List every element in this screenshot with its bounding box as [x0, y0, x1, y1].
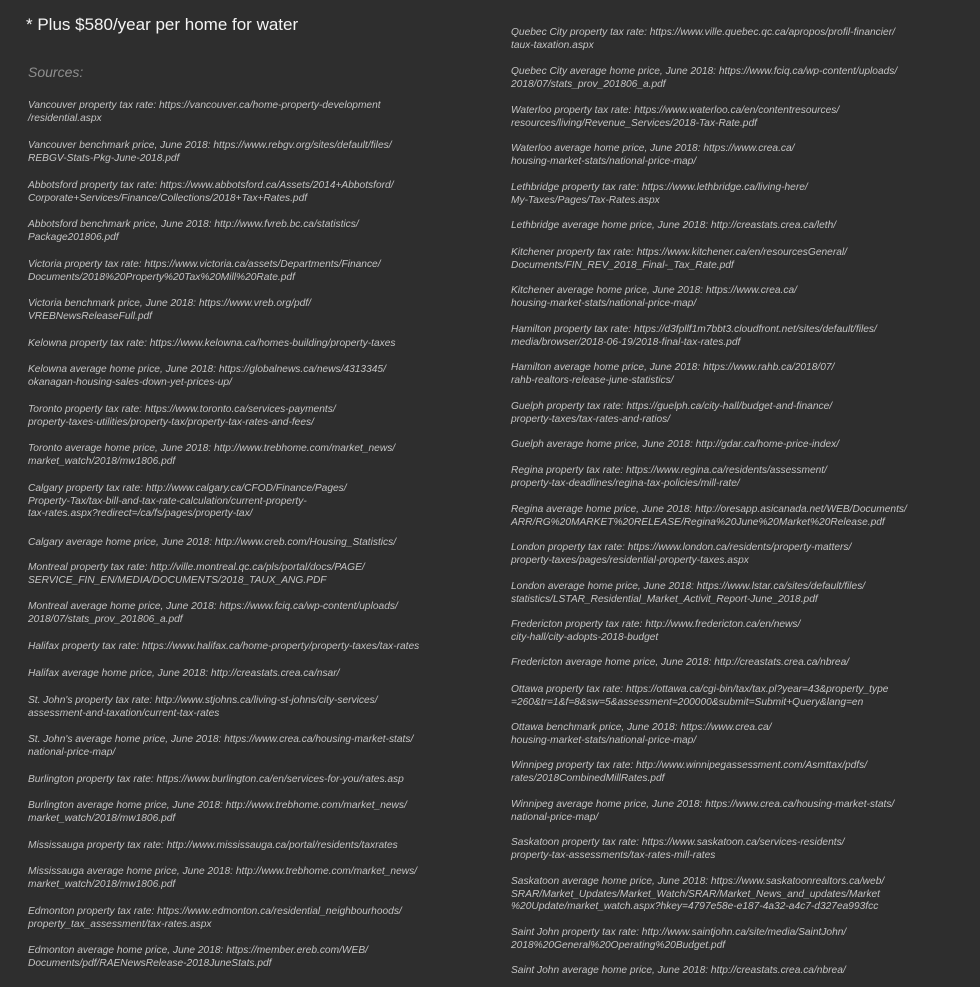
source-entry: Ottawa property tax rate: https://ottawa.ca/cgi-bin/tax/tax.pl?year=43&property_type =260&tr=1&f=8&sw=5&assessment=200000&submit=Submit+Query&lang=en — [511, 684, 889, 708]
source-entry: Burlington property tax rate: https://www.burlington.ca/en/services-for-you/rates.asp — [28, 774, 404, 785]
source-entry: Guelph property tax rate: https://guelph.ca/city-hall/budget-and-finance/ property-taxes/tax-rates-and-ratios/ — [511, 401, 833, 425]
source-entry: Quebec City average home price, June 2018: https://www.fciq.ca/wp-content/uploads/ 2018/07/stats_prov_201806_a.pdf — [511, 66, 898, 90]
source-entry: St. John's property tax rate: http://www.stjohns.ca/living-st-johns/city-services/ assessment-and-taxation/current-tax-rates — [28, 695, 378, 719]
source-entry: Kitchener property tax rate: https://www.kitchener.ca/en/resourcesGeneral/ Documents/FIN_REV_2018_Final-_Tax_Rate.pdf — [511, 247, 847, 271]
source-entry: Lethbridge average home price, June 2018: http://creastats.crea.ca/leth/ — [511, 220, 837, 231]
source-entry: Victoria property tax rate: https://www.victoria.ca/assets/Departments/Finance/ Documents/2018%20Property%20Tax%20Mill%20Rate.pdf — [28, 259, 381, 283]
source-entry: Saint John property tax rate: http://www.saintjohn.ca/site/media/SaintJohn/ 2018%20General%20Operating%20Budget.pdf — [511, 927, 847, 951]
source-entry: Toronto average home price, June 2018: http://www.trebhome.com/market_news/ market_watch/2018/mw1806.pdf — [28, 443, 396, 467]
source-entry: Regina average home price, June 2018: http://oresapp.asicanada.net/WEB/Documents/ ARR/RG%20MARKET%20RELEASE/Regina%20June%20Market%20Release.pdf — [511, 504, 907, 528]
headline: * Plus $580/year per home for water — [26, 15, 299, 34]
source-entry: Lethbridge property tax rate: https://www.lethbridge.ca/living-here/ My-Taxes/Pages/Tax-Rates.aspx — [511, 182, 808, 206]
source-entry: Mississauga property tax rate: http://www.mississauga.ca/portal/residents/taxrates — [28, 840, 398, 851]
source-entry: Waterloo property tax rate: https://www.waterloo.ca/en/contentresources/ resources/living/Revenue_Services/2018-Tax-Rate.pdf — [511, 105, 840, 129]
source-entry: London property tax rate: https://www.london.ca/residents/property-matters/ property-taxes/pages/residential-property-taxes.aspx — [511, 542, 852, 566]
source-entry: Regina property tax rate: https://www.regina.ca/residents/assessment/ property-tax-deadlines/regina-tax-policies/mill-rate/ — [511, 465, 827, 489]
source-entry: Winnipeg average home price, June 2018: https://www.crea.ca/housing-market-stats/ national-price-map/ — [511, 799, 895, 823]
source-entry: Hamilton property tax rate: https://d3fpllf1m7bbt3.cloudfront.net/sites/default/files/ media/browser/2018-06-19/2018-final-tax-rates.pdf — [511, 324, 877, 348]
source-entry: Edmonton property tax rate: https://www.edmonton.ca/residential_neighbourhoods/ property_tax_assessment/tax-rates.aspx — [28, 906, 402, 930]
source-entry: Mississauga average home price, June 2018: http://www.trebhome.com/market_news/ market_watch/2018/mw1806.pdf — [28, 866, 418, 890]
source-entry: Guelph average home price, June 2018: http://gdar.ca/home-price-index/ — [511, 439, 840, 450]
source-entry: Burlington average home price, June 2018: http://www.trebhome.com/market_news/ market_watch/2018/mw1806.pdf — [28, 800, 407, 824]
source-entry: Fredericton average home price, June 2018: http://creastats.crea.ca/nbrea/ — [511, 657, 850, 668]
source-entry: Toronto property tax rate: https://www.toronto.ca/services-payments/ property-taxes-utilities/property-tax/property-tax-rates-and-fees/ — [28, 404, 336, 428]
sources-heading: Sources: — [28, 64, 84, 80]
source-entry: Kelowna average home price, June 2018: https://globalnews.ca/news/4313345/ okanagan-housing-sales-down-yet-prices-up/ — [28, 364, 386, 388]
source-entry: Halifax average home price, June 2018: http://creastats.crea.ca/nsar/ — [28, 668, 340, 679]
source-entry: Ottawa benchmark price, June 2018: https://www.crea.ca/ housing-market-stats/national-price-map/ — [511, 722, 772, 746]
source-entry: Victoria benchmark price, June 2018: https://www.vreb.org/pdf/ VREBNewsReleaseFull.pdf — [28, 298, 311, 322]
source-entry: Winnipeg property tax rate: http://www.winnipegassessment.com/Asmttax/pdfs/ rates/2018CombinedMillRates.pdf — [511, 760, 868, 784]
source-entry: Fredericton property tax rate: http://www.fredericton.ca/en/news/ city-hall/city-adopts-2018-budget — [511, 619, 801, 643]
source-entry: Montreal property tax rate: http://ville.montreal.qc.ca/pls/portal/docs/PAGE/ SERVICE_FIN_EN/MEDIA/DOCUMENTS/2018_TAUX_ANG.PDF — [28, 562, 365, 586]
source-entry: Quebec City property tax rate: https://www.ville.quebec.qc.ca/apropos/profil-financier/ taux-taxation.aspx — [511, 27, 895, 51]
source-entry: Calgary average home price, June 2018: http://www.creb.com/Housing_Statistics/ — [28, 537, 397, 548]
source-entry: Montreal average home price, June 2018: https://www.fciq.ca/wp-content/uploads/ 2018/07/stats_prov_201806_a.pdf — [28, 601, 398, 625]
source-entry: Kitchener average home price, June 2018: https://www.crea.ca/ housing-market-stats/national-price-map/ — [511, 285, 797, 309]
source-entry: Edmonton average home price, June 2018: https://member.ereb.com/WEB/ Documents/pdf/RAENewsRelease-2018JuneStats.pdf — [28, 945, 368, 969]
source-entry: Waterloo average home price, June 2018: https://www.crea.ca/ housing-market-stats/national-price-map/ — [511, 143, 795, 167]
source-entry: Abbotsford benchmark price, June 2018: http://www.fvreb.bc.ca/statistics/ Package201806.pdf — [28, 219, 359, 243]
source-entry: St. John's average home price, June 2018: https://www.crea.ca/housing-market-stats/ national-price-map/ — [28, 734, 414, 758]
source-entry: Calgary property tax rate: http://www.calgary.ca/CFOD/Finance/Pages/ Property-Tax/tax-bill-and-tax-rate-calculation/current-property- tax-rates.aspx?redirect=/ca/fs/pages/property-tax/ — [28, 483, 347, 519]
source-entry: Saint John average home price, June 2018: http://creastats.crea.ca/nbrea/ — [511, 965, 846, 976]
source-entry: Saskatoon average home price, June 2018: https://www.saskatoonrealtors.ca/web/ SRAR/Market_Updates/Market_Watch/SRAR/Market_News_and_updates/Market %20Update/market_watch.aspx?hkey=4797e58e-e187-4a32-a4c7-d327ea993fcc — [511, 876, 885, 912]
source-entry: Saskatoon property tax rate: https://www.saskatoon.ca/services-residents/ property-tax-assessments/tax-rates-mill-rates — [511, 837, 845, 861]
source-entry: Kelowna property tax rate: https://www.kelowna.ca/homes-building/property-taxes — [28, 338, 396, 349]
source-entry: Vancouver benchmark price, June 2018: https://www.rebgv.org/sites/default/files/ REBGV-Stats-Pkg-June-2018.pdf — [28, 140, 392, 164]
source-entry: Hamilton average home price, June 2018: https://www.rahb.ca/2018/07/ rahb-realtors-release-june-statistics/ — [511, 362, 835, 386]
source-entry: Abbotsford property tax rate: https://www.abbotsford.ca/Assets/2014+Abbotsford/ Corporate+Services/Finance/Collections/2018+Tax+Rates.pdf — [28, 180, 394, 204]
source-entry: Vancouver property tax rate: https://vancouver.ca/home-property-development /residential.aspx — [28, 100, 381, 124]
source-entry: London average home price, June 2018: https://www.lstar.ca/sites/default/files/ statistics/LSTAR_Residential_Market_Activit_Report-June_2018.pdf — [511, 581, 866, 605]
source-entry: Halifax property tax rate: https://www.halifax.ca/home-property/property-taxes/tax-rates — [28, 641, 420, 652]
